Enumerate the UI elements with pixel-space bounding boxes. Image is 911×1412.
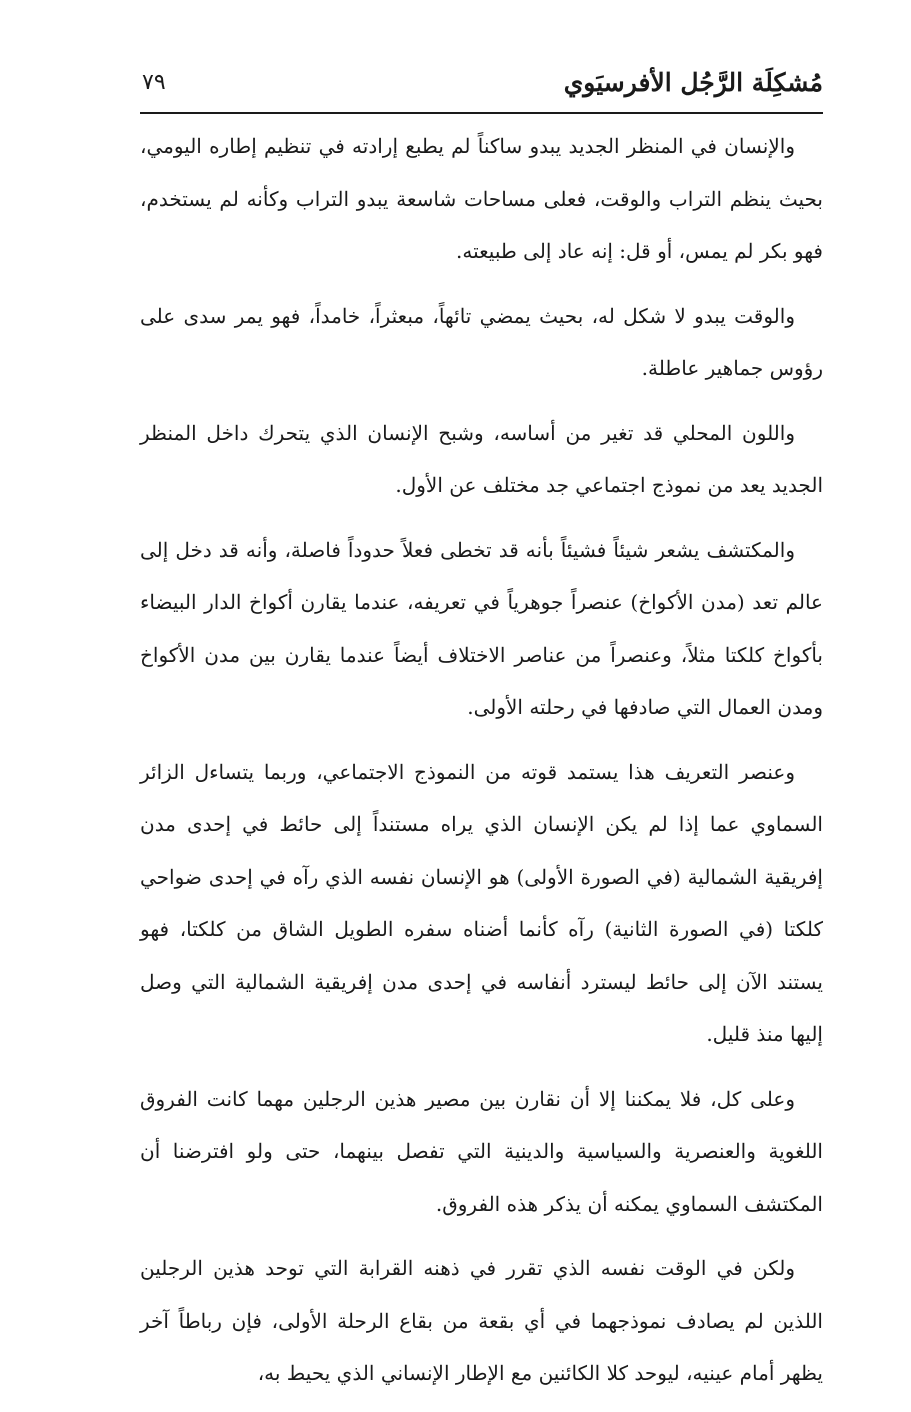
paragraph: والمكتشف يشعر شيئاً فشيئاً بأنه قد تخطى فعلاً حدوداً فاصلة، وأنه قد دخل إلى عالم تعد (مدن الأكواخ) عنصراً جوهرياً في تعريفه، عندما يقارن أكواخ الدار البيضاء بأكواخ كلكتا مثلاً، وعنصراً من عناصر الاختلاف أيضاً عندما يقارن بين مدن الأكواخ ومدن العمال التي صادفها في رحلته الأولى. <box>140 537 823 719</box>
paragraph: والوقت يبدو لا شكل له، بحيث يمضي تائهاً، مبعثراً، خامداً، فهو يمر سدى على رؤوس جماهير عاطلة. <box>140 303 823 380</box>
header-rule <box>140 112 823 114</box>
paragraph: والإنسان في المنظر الجديد يبدو ساكناً لم يطبع إرادته في تنظيم إطاره اليومي، بحيث ينظم التراب والوقت، فعلى مساحات شاسعة يبدو التراب وكأنه لم يستخدم، فهو بكر لم يمس، أو قل: إنه عاد إلى طبيعته. <box>140 134 823 263</box>
paragraph: وعنصر التعريف هذا يستمد قوته من النموذج الاجتماعي، وربما يتساءل الزائر السماوي عما إذا لم يكن الإنسان الذي يراه مستنداً إلى حائط في إحدى مدن إفريقية الشمالية (في الصورة الأولى) هو الإنسان نفسه الذي رآه في إحدى ضواحي كلكتا (في الصورة الثانية) رآه كأنما أضناه سفره الطويل الشاق من كلكتا، فهو يستند الآن إلى حائط ليسترد أنفاسه في إحدى مدن إفريقية الشمالية التي وصل إليها منذ قليل. <box>140 759 823 1046</box>
paragraph: وعلى كل، فلا يمكننا إلا أن نقارن بين مصير هذين الرجلين مهما كانت الفروق اللغوية والعنصرية والسياسية والدينية التي تفصل بينهما، حتى ولو افترضنا أن المكتشف السماوي يمكنه أن يذكر هذه الفروق. <box>140 1086 823 1216</box>
body-text <box>140 120 823 1412</box>
running-title: مُشكِلَة الرَّجُل الأفرسيَوي <box>563 68 823 97</box>
page-header <box>140 62 823 108</box>
paragraph: ولكن في الوقت نفسه الذي تقرر في ذهنه القرابة التي توحد هذين الرجلين اللذين لم يصادف نموذجهما في أي بقعة من بقاع الرحلة الأولى، فإن رباطاً آخر يظهر أمام عينيه، ليوحد كلا الكائنين مع الإطار الإنساني الذي يحيط به، <box>140 1256 823 1385</box>
paragraph: واللون المحلي قد تغير من أساسه، وشبح الإنسان الذي يتحرك داخل المنظر الجديد يعد من نموذج اجتماعي جد مختلف عن الأول. <box>140 420 823 497</box>
page-number: ٧٩ <box>142 70 166 95</box>
